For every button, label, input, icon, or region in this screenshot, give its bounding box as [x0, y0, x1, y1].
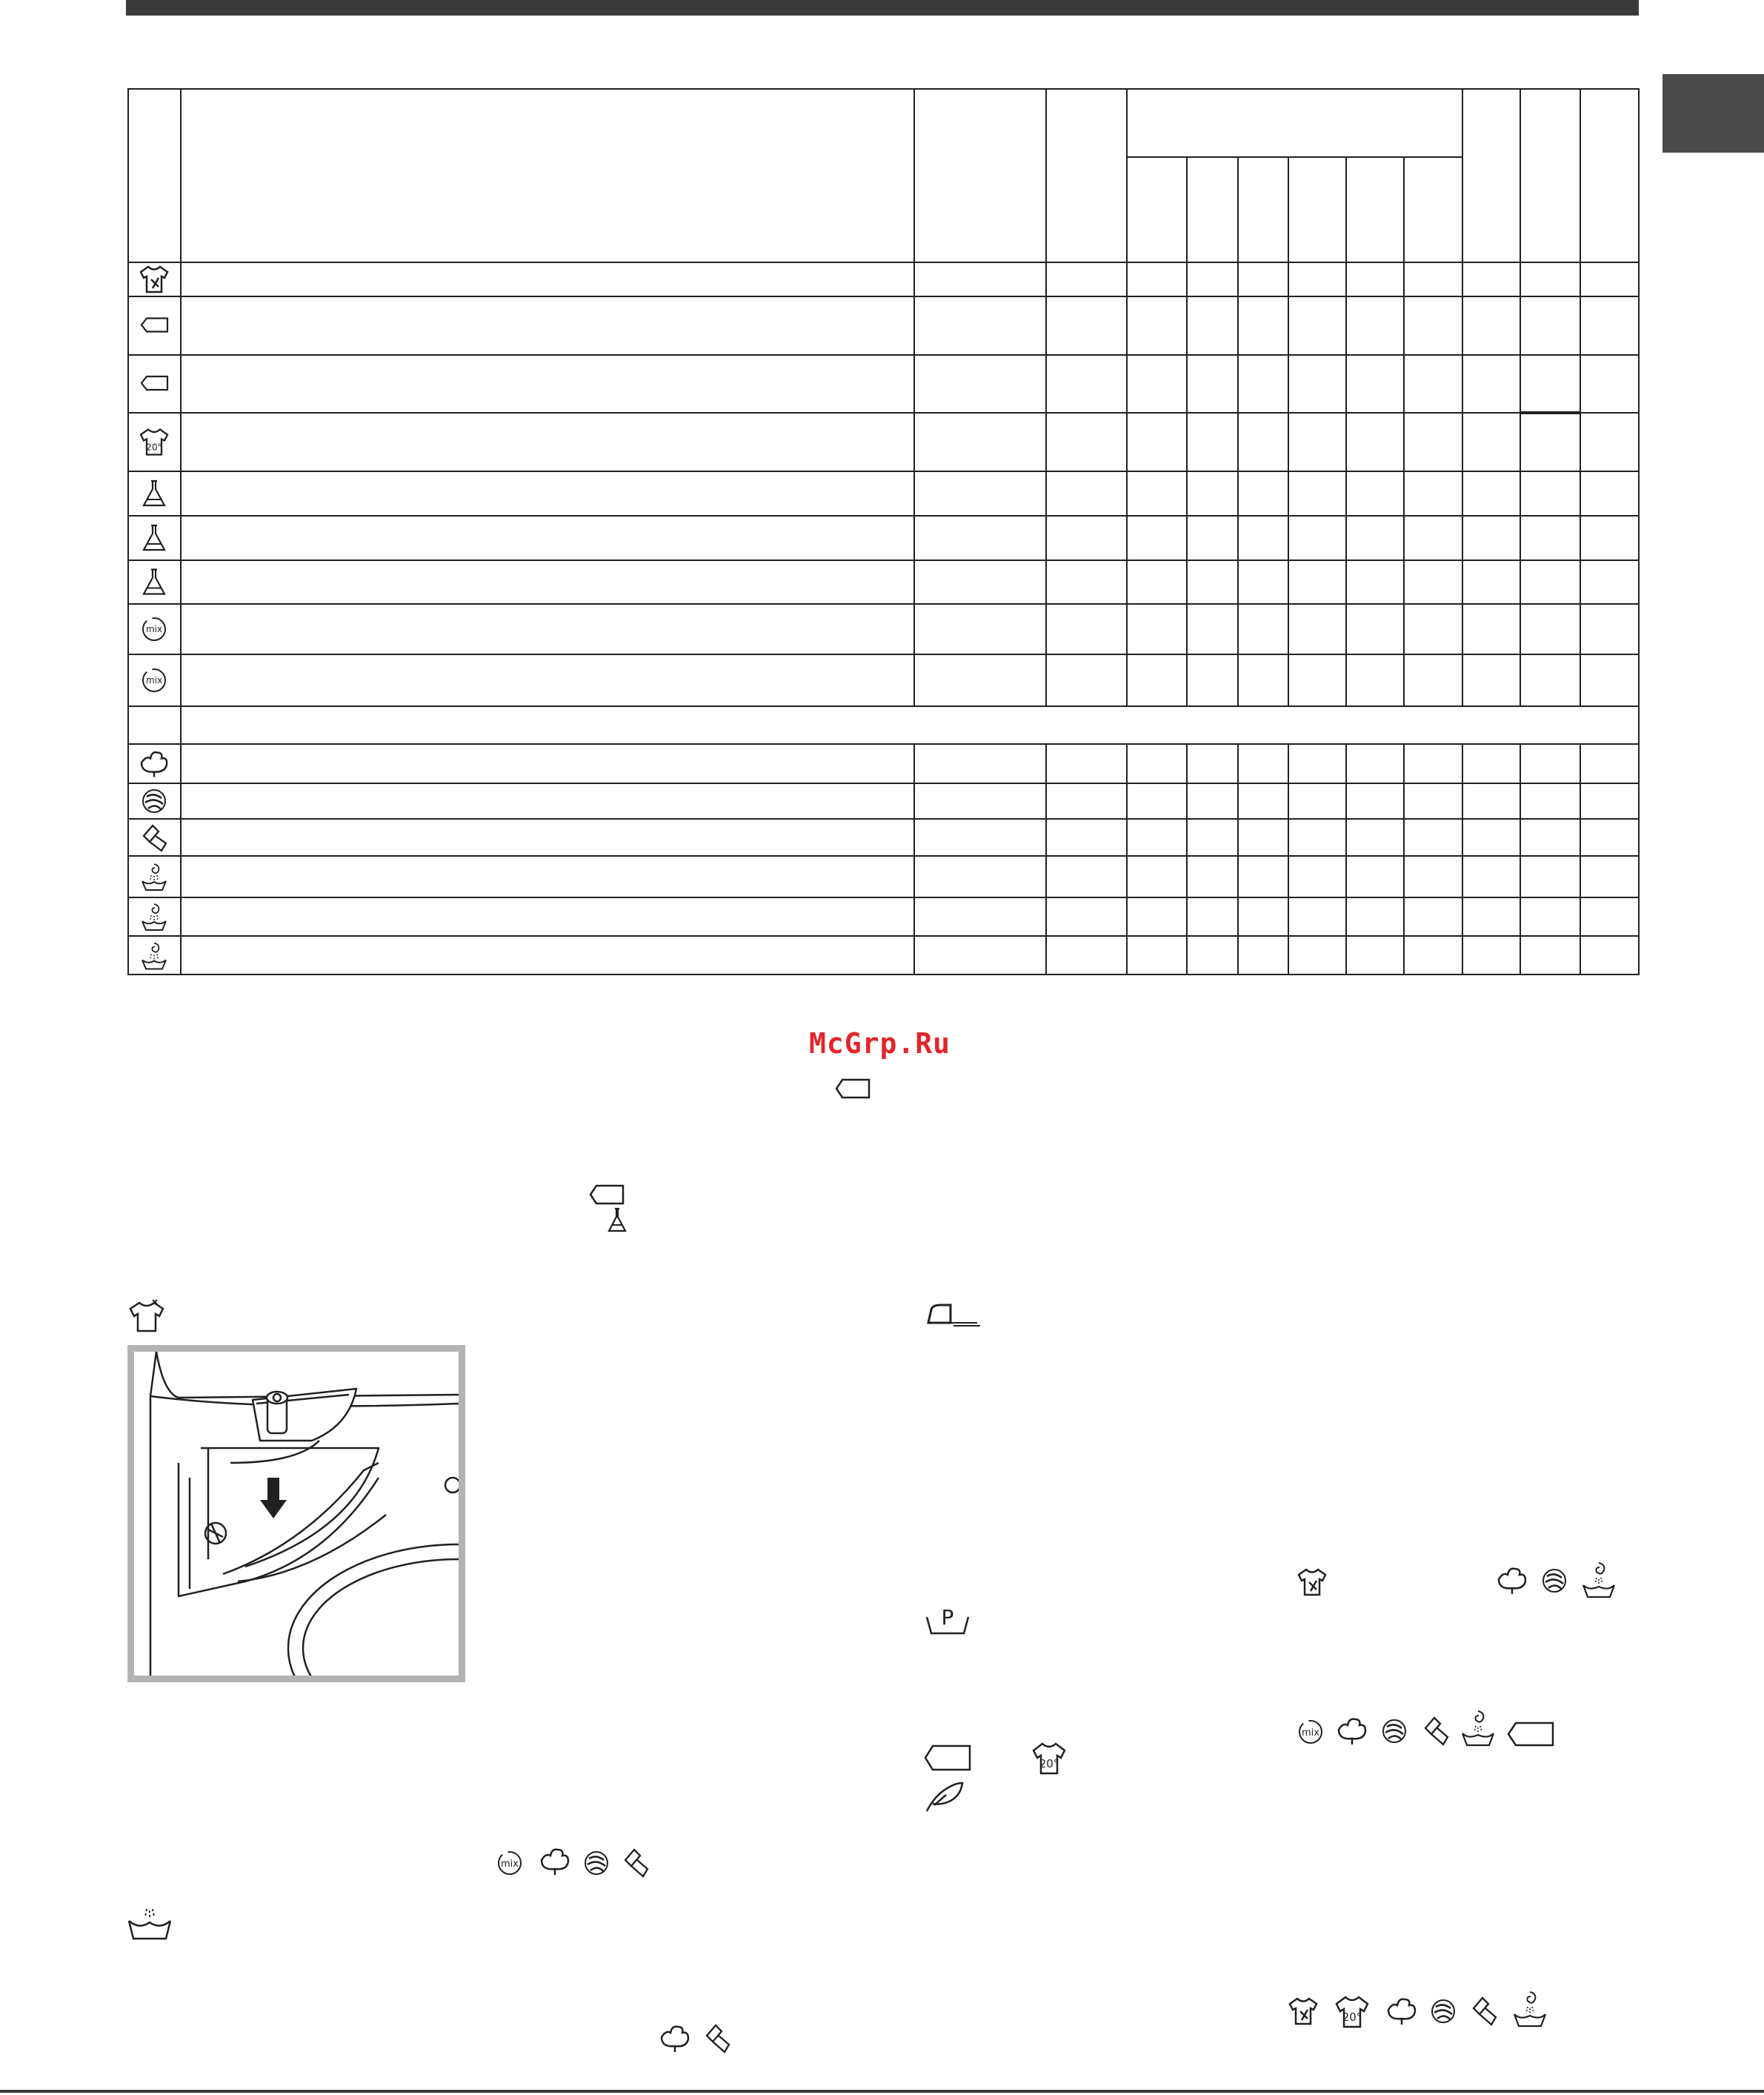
tag-icon: [1507, 1722, 1554, 1747]
section-tab: [1663, 74, 1764, 153]
svg-text:mix: mix: [501, 1859, 519, 1870]
shirt-stain-icon: [127, 1298, 166, 1334]
leaf-icon: [1385, 1996, 1418, 2026]
leaf-icon: [659, 2024, 691, 2054]
leaf-icon: [1496, 1566, 1528, 1596]
tag-icon: [142, 376, 167, 390]
flask-icon: [144, 525, 164, 550]
icon-label: 20°: [146, 442, 162, 453]
footer-rule: [0, 2090, 1764, 2093]
spin-basin-icon: [126, 1906, 173, 1942]
icon-label: mix: [145, 624, 163, 634]
spin-basin-icon: [142, 864, 166, 890]
flask-icon: [606, 1206, 628, 1233]
spin-basin-icon: [1580, 1560, 1617, 1601]
header-bar: [126, 0, 1639, 16]
svg-text:20°: 20°: [1039, 1757, 1059, 1770]
flask-icon: [144, 481, 164, 505]
wool-icon: [1541, 1567, 1568, 1594]
tag-icon: [924, 1744, 971, 1771]
shirt-20-icon: [141, 430, 167, 455]
wool-icon: [583, 1850, 610, 1876]
mix-icon: [143, 618, 165, 640]
shirt-stain-icon: [1288, 1996, 1318, 2026]
iron-icon: [924, 1301, 983, 1327]
tag-icon: [835, 1078, 871, 1099]
tag-icon: [589, 1184, 625, 1205]
tag-icon: [142, 319, 167, 332]
svg-text:mix: mix: [1302, 1727, 1319, 1739]
spin-basin-icon: [1460, 1708, 1497, 1750]
wool-icon: [143, 790, 165, 812]
spin-basin-icon: [142, 904, 166, 930]
wool-icon: [1430, 1998, 1457, 2025]
silk-icon: [621, 1847, 650, 1878]
leaf-icon: [539, 1847, 571, 1876]
mix-icon: [1297, 1718, 1325, 1746]
silk-icon: [702, 2022, 732, 2054]
svg-text:P: P: [941, 1605, 954, 1630]
mix-icon: [496, 1849, 524, 1877]
icon-label: mix: [145, 675, 163, 685]
wool-icon: [1381, 1718, 1408, 1744]
leaf-icon: [142, 752, 167, 777]
shirt-stain-icon: [141, 267, 167, 292]
shirt-stain-icon: [1297, 1567, 1327, 1597]
prewash-icon: [924, 1602, 971, 1638]
spin-basin-icon: [1511, 1989, 1548, 2031]
shirt-20-icon: [1334, 1995, 1370, 2029]
watermark: McGrp.Ru: [809, 1027, 951, 1060]
mix-icon: [143, 669, 165, 691]
spin-basin-icon: [142, 943, 166, 969]
programme-table: [127, 88, 1640, 975]
detergent-drawer-illustration: [127, 1345, 465, 1682]
feather-icon: [924, 1780, 965, 1813]
silk-icon: [1469, 1995, 1499, 2026]
leaf-icon: [1336, 1716, 1368, 1746]
flask-icon: [144, 570, 164, 594]
silk-icon: [1421, 1715, 1451, 1746]
svg-text:20°: 20°: [1342, 2011, 1362, 2024]
silk-icon: [144, 826, 166, 851]
shirt-20-icon: [1031, 1742, 1067, 1776]
